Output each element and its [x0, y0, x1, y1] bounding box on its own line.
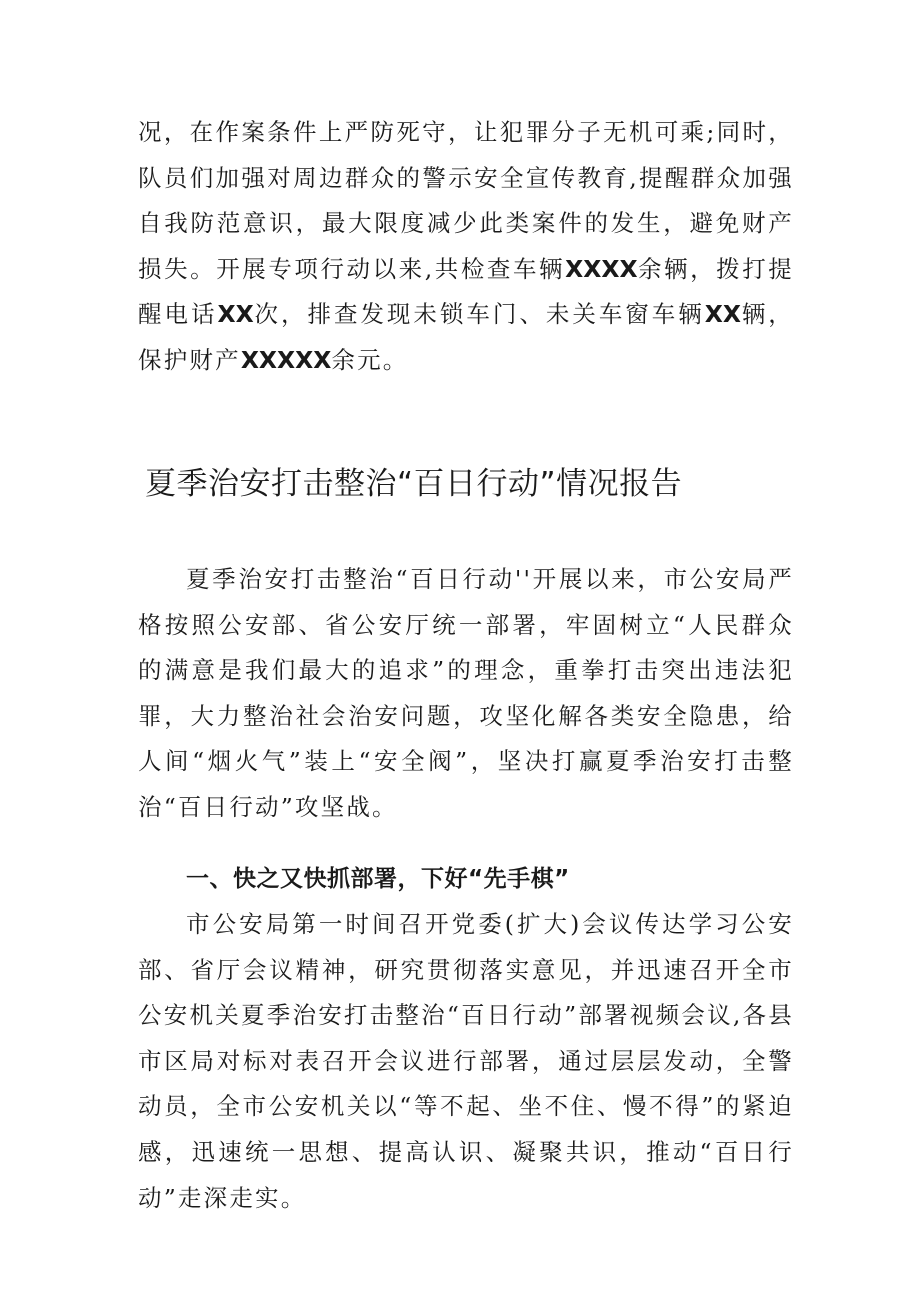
paragraph-intro: 夏季治安打击整治“百日行动''开展以来，市公安局严格按照公安部、省公安厅统一部署，牢固树立“人民群众的满意是我们最大的追求”的理念，重拳打击突出违法犯罪，大力整治社会治安问题，攻坚化解各类安全隐患，给人间“烟火气”装上“安全阀”，坚决打赢夏季治安打击整治“百日行动”攻坚战。	[138, 565, 794, 821]
paragraph-section-1: 市公安局第一时间召开党委(扩大)会议传达学习公安部、省厅会议精神，研究贯彻落实意见，并迅速召开全市公安机关夏季治安打击整治“百日行动”部署视频会议,各县市区局对标对表召开会议进行部署，通过层层发动，全警动员，全市公安机关以“等不起、坐不住、慢不得”的紧迫感，迅速统一思想、提高认识、凝聚共识，推动“百日行动”走深走实。	[138, 910, 794, 1212]
paragraph-results-text-4: 辆，保护财产	[138, 300, 795, 374]
paragraph-results-text-5: 余元。	[331, 345, 409, 374]
paragraph-results	[138, 110, 794, 384]
paragraph-results-text-2: 余辆，拨打提醒电话	[138, 254, 794, 329]
call-count-value: XX	[217, 300, 254, 329]
unlocked-vehicle-count-value: XX	[704, 300, 742, 329]
paragraph-results-text-1: 况，在作案条件上严防死守，让犯罪分子无机可乘;同时，队员们加强对周边群众的警示安全宣传教育,提醒群众加强自我防范意识，最大限度减少此类案件的发生，避免财产损失。开展专项行动以来,共检查车辆	[138, 118, 794, 283]
section-heading-1: 一、快之又快抓部署，下好“先手棋”	[186, 866, 570, 892]
protected-property-value: XXXXX	[240, 345, 332, 374]
paragraph-results-text-3: 次，排查发现未锁车门、未关车窗车辆	[253, 300, 705, 329]
report-title: 夏季治安打击整治“百日行动”情况报告	[145, 466, 683, 502]
vehicle-count-value: XXXX	[565, 254, 638, 283]
